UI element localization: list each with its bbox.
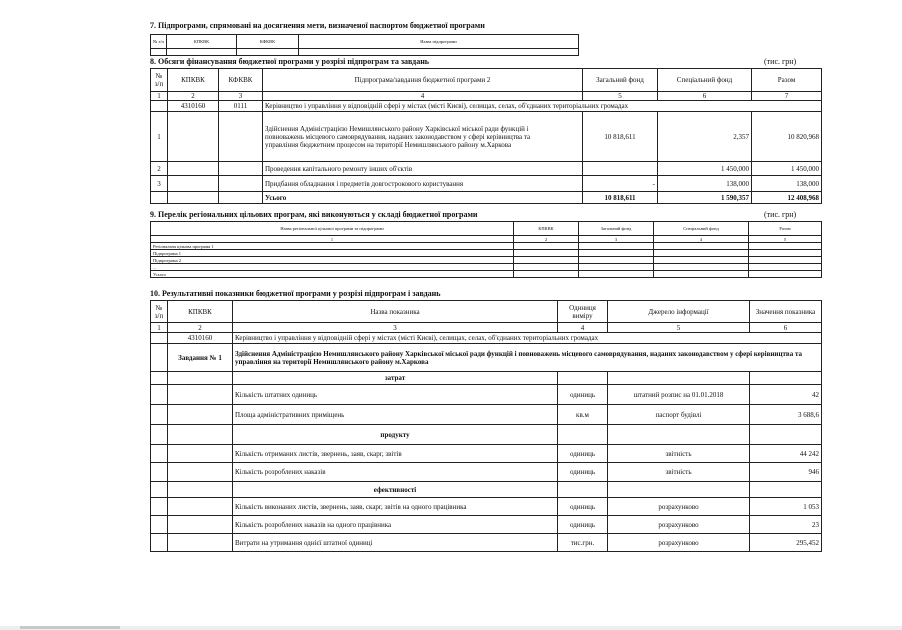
header-kfkvk: КФКВК bbox=[237, 35, 299, 49]
header-no: № з/п bbox=[151, 301, 168, 323]
performance-indicators-table bbox=[150, 300, 822, 552]
regional-program-row: Підпрограма 2 bbox=[151, 257, 514, 264]
indicator-unit: одиниць bbox=[558, 463, 608, 482]
header-special-fund: Спеціальний фонд bbox=[654, 222, 749, 236]
column-number: 4 bbox=[263, 92, 583, 101]
header-kpkvk: КПКВК bbox=[168, 301, 233, 323]
section-8-title: 8. Обсяги фінансування бюджетної програми у розрізі підпрограм та завдань bbox=[150, 57, 430, 66]
header-total: Разом bbox=[749, 222, 822, 236]
task-special-fund: 1 450,000 bbox=[658, 162, 752, 176]
column-number: 1 bbox=[151, 92, 168, 101]
task-general-fund: 10 818,611 bbox=[583, 112, 658, 162]
header-indicator-name: Назва показника bbox=[233, 301, 558, 323]
total-label: Усього bbox=[263, 192, 583, 204]
column-number: 2 bbox=[168, 323, 233, 333]
header-no: № з/п bbox=[151, 69, 168, 92]
column-number: 2 bbox=[514, 236, 579, 243]
column-number: 4 bbox=[558, 323, 608, 333]
total-sum: 12 408,968 bbox=[752, 192, 822, 204]
indicator-unit: тис.грн. bbox=[558, 534, 608, 552]
program-kpkvk: 4310160 bbox=[168, 333, 233, 344]
indicator-value: 1 053 bbox=[750, 498, 822, 516]
indicator-value: 44 242 bbox=[750, 445, 822, 463]
header-program-name: Назва регіональної цільової програми та підпрограми bbox=[151, 222, 514, 236]
scrollbar-thumb[interactable] bbox=[20, 626, 120, 629]
column-number: 7 bbox=[752, 92, 822, 101]
task-description: Придбання обладнання і предметів довгострокового користування bbox=[263, 176, 583, 192]
header-kpkvk: КПКВК bbox=[167, 35, 237, 49]
task-total: 1 450,000 bbox=[752, 162, 822, 176]
category-product: продукту bbox=[233, 425, 558, 445]
header-task: Підпрограма/завдання бюджетної програми 2 bbox=[263, 69, 583, 92]
indicator-source: розрахунково bbox=[608, 516, 750, 534]
indicator-source: розрахунково bbox=[608, 534, 750, 552]
column-number: 3 bbox=[579, 236, 654, 243]
header-value: Значення показника bbox=[750, 301, 822, 323]
column-number: 6 bbox=[750, 323, 822, 333]
column-number: 6 bbox=[658, 92, 752, 101]
header-general-fund: Загальний фонд bbox=[579, 222, 654, 236]
section-10-title: 10. Результативні показники бюджетної програми у розрізі підпрограм і завдань bbox=[150, 289, 441, 298]
program-kpkvk: 4310160 bbox=[168, 101, 219, 112]
indicator-value: 295,452 bbox=[750, 534, 822, 552]
header-kpkvk: КПКВК bbox=[514, 222, 579, 236]
header-no: № з/п bbox=[151, 35, 167, 49]
task-number: 2 bbox=[151, 162, 168, 176]
column-number: 5 bbox=[608, 323, 750, 333]
header-general-fund: Загальний фонд bbox=[583, 69, 658, 92]
horizontal-scrollbar[interactable] bbox=[0, 626, 902, 630]
indicator-name: Площа адміністративних приміщень bbox=[233, 405, 558, 425]
task-special-fund: 2,357 bbox=[658, 112, 752, 162]
task-description: Здійснення Адміністрацією Немишлянського району Харківської міської ради функцій і повноважень місцевого самоврядування, наданих законодавством у сфері керівництва та управління бюджетним процесом на території Немишлянського району м.Харкова bbox=[263, 112, 583, 162]
financing-table bbox=[150, 68, 822, 204]
indicator-value: 42 bbox=[750, 385, 822, 405]
program-kfkvk: 0111 bbox=[219, 101, 263, 112]
task-description: Здійснення Адміністрацією Немишлянського району Харківської міської ради функцій і повноважень місцевого самоврядування, наданих законодавством у сфері керівництва та управління на території Немишлянського району м.Харкова bbox=[233, 344, 822, 372]
header-kfkvk: КФКВК bbox=[219, 69, 263, 92]
indicator-unit: одиниць bbox=[558, 498, 608, 516]
column-number: 3 bbox=[233, 323, 558, 333]
category-efficiency: ефективності bbox=[233, 482, 558, 498]
indicator-unit: кв.м bbox=[558, 405, 608, 425]
task-special-fund: 138,000 bbox=[658, 176, 752, 192]
regional-program-row: Регіональна цільова програма 1 bbox=[151, 243, 514, 250]
indicator-source: штатний розпис на 01.01.2018 bbox=[608, 385, 750, 405]
section-8-unit: (тис. грн) bbox=[764, 57, 797, 66]
column-number: 5 bbox=[583, 92, 658, 101]
indicator-value: 23 bbox=[750, 516, 822, 534]
header-kpkvk: КПКВК bbox=[168, 69, 219, 92]
regional-program-total: Усього bbox=[151, 271, 514, 278]
header-subprogram-name: Назва підпрограми bbox=[299, 35, 579, 49]
indicator-name: Кількість виконаних листів, звернень, заяв, скарг, звітів на одного працівника bbox=[233, 498, 558, 516]
column-number: 4 bbox=[654, 236, 749, 243]
header-total: Разом bbox=[752, 69, 822, 92]
task-general-fund: - bbox=[583, 176, 658, 192]
section-9-title: 9. Перелік регіональних цільових програм, які виконуються у складі бюджетної програми bbox=[150, 210, 478, 219]
task-total: 138,000 bbox=[752, 176, 822, 192]
column-number: 1 bbox=[151, 323, 168, 333]
indicator-unit: одиниць bbox=[558, 445, 608, 463]
task-label: Завдання № 1 bbox=[168, 344, 233, 372]
indicator-unit: одиниць bbox=[558, 385, 608, 405]
program-name: Керівництво і управління у відповідній сфері у містах (місті Києві), селищах, селах, об'єднаних територіальних громадах bbox=[263, 101, 822, 112]
task-number: 3 bbox=[151, 176, 168, 192]
total-general-fund: 10 818,611 bbox=[583, 192, 658, 204]
section-9-unit: (тис. грн) bbox=[764, 210, 797, 219]
task-general-fund bbox=[583, 162, 658, 176]
header-special-fund: Спеціальний фонд bbox=[658, 69, 752, 92]
indicator-name: Кількість розроблених наказів на одного працівника bbox=[233, 516, 558, 534]
indicator-source: розрахунково bbox=[608, 498, 750, 516]
task-number: 1 bbox=[151, 112, 168, 162]
indicator-value: 3 688,6 bbox=[750, 405, 822, 425]
indicator-name: Кількість штатних одиниць bbox=[233, 385, 558, 405]
regional-programs-table bbox=[150, 221, 822, 278]
subprograms-table bbox=[150, 34, 579, 56]
column-number: 5 bbox=[749, 236, 822, 243]
task-description: Проведення капітального ремонту інших об'єктів bbox=[263, 162, 583, 176]
indicator-source: звітність bbox=[608, 463, 750, 482]
indicator-source: звітність bbox=[608, 445, 750, 463]
section-7-title: 7. Підпрограми, спрямовані на досягнення мети, визначеної паспортом бюджетної програми bbox=[150, 21, 485, 30]
indicator-name: Кількість розроблених наказів bbox=[233, 463, 558, 482]
header-unit: Одиниця виміру bbox=[558, 301, 608, 323]
regional-program-row: ... bbox=[151, 264, 514, 271]
indicator-source: паспорт будівлі bbox=[608, 405, 750, 425]
column-number: 1 bbox=[151, 236, 514, 243]
column-number: 2 bbox=[168, 92, 219, 101]
total-special-fund: 1 590,357 bbox=[658, 192, 752, 204]
task-total: 10 820,968 bbox=[752, 112, 822, 162]
indicator-name: Витрати на утримання однієї штатної одиниці bbox=[233, 534, 558, 552]
regional-program-row: Підпрограма 1 bbox=[151, 250, 514, 257]
indicator-unit: одиниць bbox=[558, 516, 608, 534]
column-number: 3 bbox=[219, 92, 263, 101]
category-cost: затрат bbox=[233, 372, 558, 385]
program-name: Керівництво і управління у відповідній сфері у містах (місті Києві), селищах, селах, об'єднаних територіальних громадах bbox=[233, 333, 822, 344]
header-source: Джерело інформації bbox=[608, 301, 750, 323]
indicator-name: Кількість отриманих листів, звернень, заяв, скарг, звітів bbox=[233, 445, 558, 463]
indicator-value: 946 bbox=[750, 463, 822, 482]
